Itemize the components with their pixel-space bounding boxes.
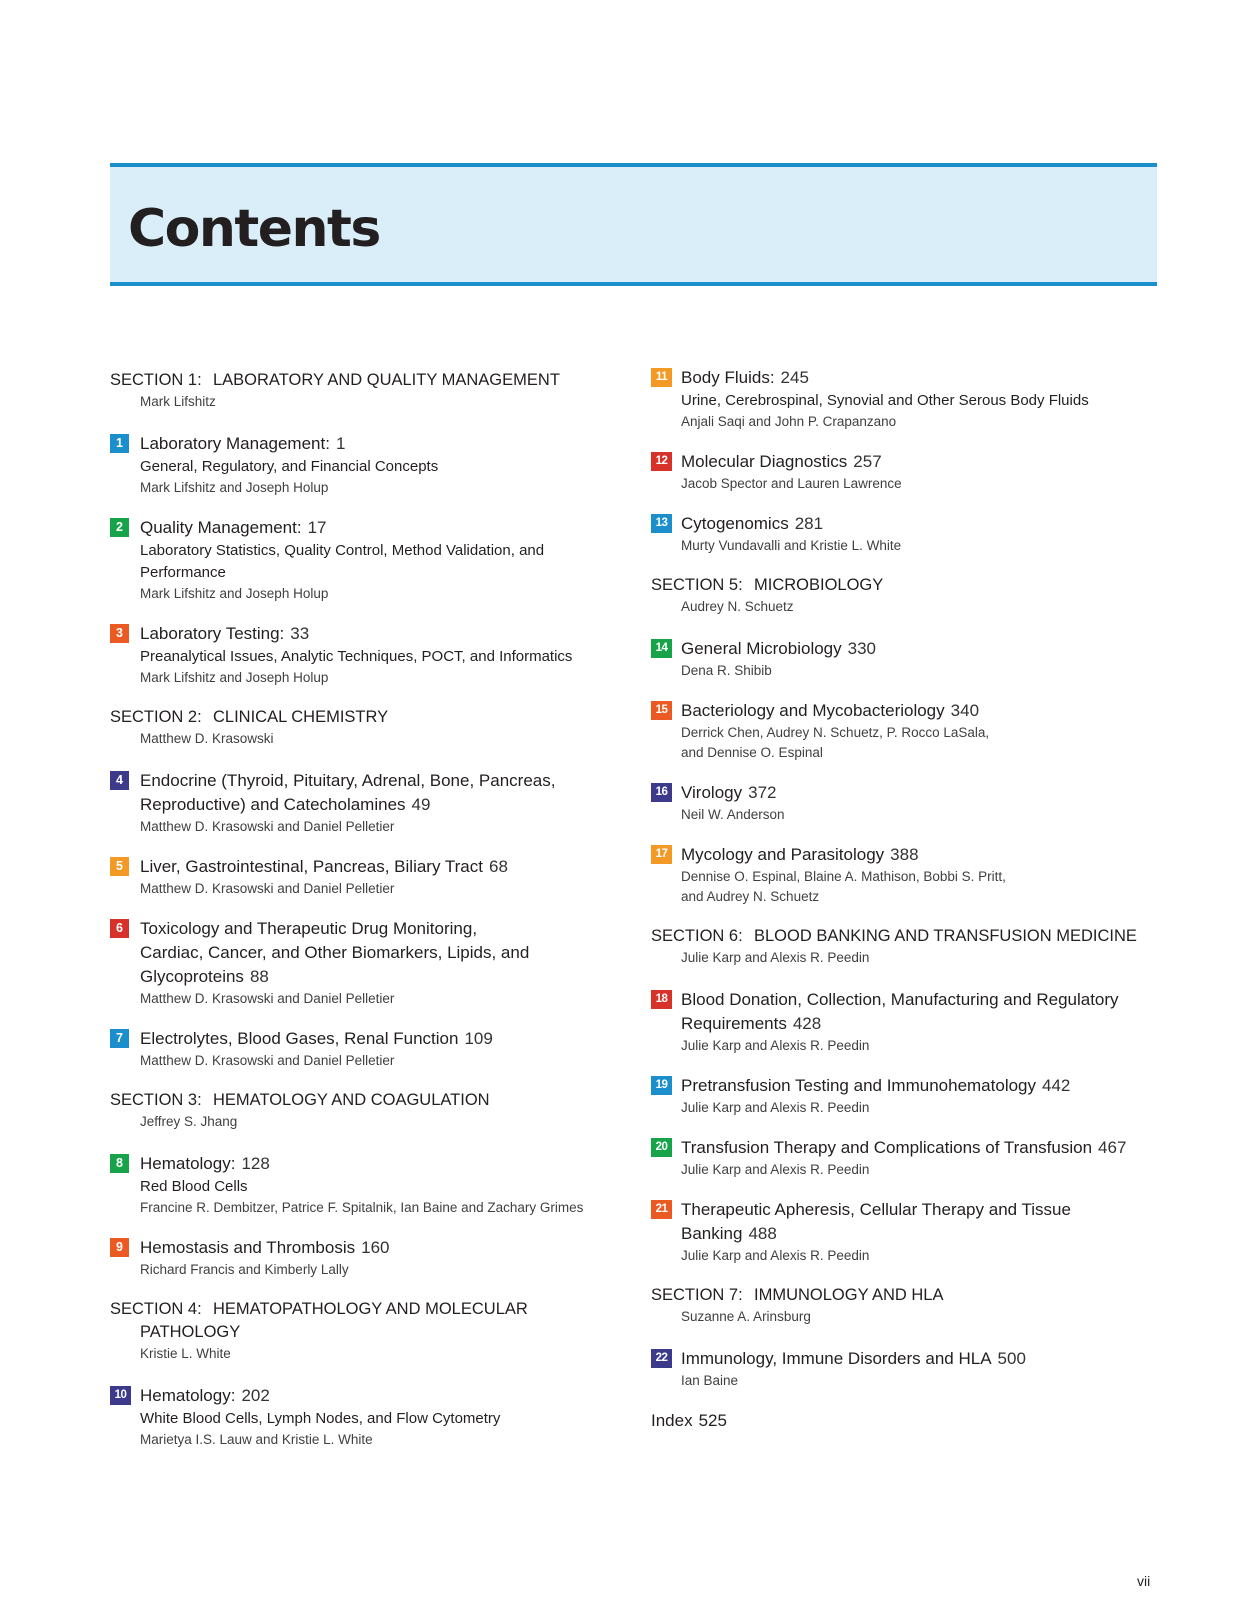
chapter-title: Hematology: [140, 1154, 236, 1173]
chapter-subtitle: Preanalytical Issues, Analytic Techniques, POCT, and Informatics [140, 648, 573, 665]
index-entry[interactable] [651, 1409, 1161, 1433]
chapter-number-badge: 9 [110, 1238, 129, 1257]
page-number: 17 [307, 518, 327, 537]
section-editor: Kristie L. White [140, 1346, 231, 1361]
page-number: 68 [488, 857, 508, 876]
chapter-number-badge: 16 [651, 783, 672, 802]
chapter-9-entry[interactable] [110, 1236, 615, 1280]
chapter-number-badge: 21 [651, 1200, 672, 1219]
page-number: 202 [241, 1386, 270, 1405]
chapter-authors: Matthew D. Krasowski and Daniel Pelletier [140, 881, 395, 896]
contents-banner [110, 163, 1157, 286]
chapter-number-badge: 4 [110, 771, 129, 790]
chapter-authors-cont: and Audrey N. Schuetz [681, 889, 820, 904]
chapter-subtitle: White Blood Cells, Lymph Nodes, and Flow Cytometry [140, 1410, 501, 1427]
chapter-number-badge: 8 [110, 1154, 129, 1173]
chapter-title-cont: Reproductive) and Catecholamines [140, 795, 406, 814]
page-number: 488 [748, 1224, 777, 1243]
chapter-18-entry[interactable] [651, 988, 1161, 1056]
page-number: 388 [890, 845, 919, 864]
chapter-title: Bacteriology and Mycobacteriology [681, 701, 945, 720]
chapter-number-badge: 2 [110, 518, 129, 537]
chapter-title: Cytogenomics [681, 514, 789, 533]
section-editor: Suzanne A. Arinsburg [681, 1309, 811, 1324]
page-number: 88 [249, 967, 269, 986]
chapter-number-badge: 15 [651, 701, 672, 720]
chapter-title: Transfusion Therapy and Complications of Transfusion [681, 1138, 1093, 1157]
page-number: 109 [464, 1029, 493, 1048]
section-editor: Matthew D. Krasowski [140, 731, 274, 746]
page-number: 1 [335, 434, 346, 453]
chapter-title-cont: Glycoproteins [140, 967, 244, 986]
chapter-authors: Mark Lifshitz and Joseph Holup [140, 586, 329, 601]
chapter-number-badge: 14 [651, 639, 672, 658]
section-6[interactable] [651, 925, 1161, 968]
chapter-title: Endocrine (Thyroid, Pituitary, Adrenal, Bone, Pancreas, [140, 771, 556, 790]
chapter-title: Pretransfusion Testing and Immunohematology [681, 1076, 1036, 1095]
chapter-authors: Anjali Saqi and John P. Crapanzano [681, 414, 897, 429]
chapter-number-badge: 18 [651, 990, 672, 1009]
chapter-authors: Murty Vundavalli and Kristie L. White [681, 538, 902, 553]
page-number: 340 [950, 701, 980, 720]
chapter-subtitle: Laboratory Statistics, Quality Control, Method Validation, and [140, 542, 545, 559]
chapter-authors: Richard Francis and Kimberly Lally [140, 1262, 349, 1277]
chapter-title: Virology [681, 783, 743, 802]
chapter-authors: Julie Karp and Alexis R. Peedin [681, 1100, 870, 1115]
chapter-14-entry[interactable] [651, 637, 1161, 681]
contents-left-column [110, 369, 615, 1468]
chapter-subtitle: General, Regulatory, and Financial Concepts [140, 458, 439, 475]
section-3[interactable] [110, 1089, 615, 1132]
chapter-17-entry[interactable] [651, 843, 1161, 907]
section-4[interactable] [110, 1298, 615, 1364]
chapter-title: Laboratory Testing: [140, 624, 285, 643]
page-number: 428 [792, 1014, 822, 1033]
chapter-10-entry[interactable] [110, 1384, 615, 1450]
section-label: SECTION 3: [110, 1091, 202, 1109]
chapter-title: Mycology and Parasitology [681, 845, 885, 864]
section-editor: Mark Lifshitz [140, 394, 216, 409]
section-editor: Julie Karp and Alexis R. Peedin [681, 950, 870, 965]
chapter-20-entry[interactable] [651, 1136, 1161, 1180]
page-number: 33 [290, 624, 310, 643]
section-1[interactable] [110, 369, 615, 412]
section-name: IMMUNOLOGY AND HLA [754, 1286, 944, 1304]
contents-right-column [651, 366, 1161, 1433]
chapter-number-badge: 11 [651, 368, 672, 387]
chapter-authors: Julie Karp and Alexis R. Peedin [681, 1248, 870, 1263]
chapter-authors: Ian Baine [681, 1373, 739, 1388]
chapter-5-entry[interactable] [110, 855, 615, 899]
chapter-number-badge: 3 [110, 624, 129, 643]
chapter-title: Toxicology and Therapeutic Drug Monitoring, [140, 919, 478, 938]
section-editor: Audrey N. Schuetz [681, 599, 794, 614]
chapter-title-cont: Requirements [681, 1014, 787, 1033]
chapter-number-badge: 22 [651, 1349, 672, 1368]
section-label: SECTION 7: [651, 1286, 743, 1304]
section-label: SECTION 5: [651, 576, 743, 594]
chapter-15-entry[interactable] [651, 699, 1161, 763]
chapter-title: Therapeutic Apheresis, Cellular Therapy and Tissue [681, 1200, 1071, 1219]
page-folio: vii [1137, 1573, 1151, 1589]
chapter-title: Hemostasis and Thrombosis [140, 1238, 356, 1257]
page-number: 442 [1042, 1076, 1071, 1095]
section-name: LABORATORY AND QUALITY MANAGEMENT [213, 371, 560, 389]
chapter-authors: Jacob Spector and Lauren Lawrence [681, 476, 902, 491]
section-label: SECTION 6: [651, 927, 743, 945]
chapter-subtitle: Red Blood Cells [140, 1178, 248, 1195]
chapter-8-entry[interactable] [110, 1152, 615, 1218]
chapter-title: Hematology: [140, 1386, 236, 1405]
chapter-6-entry[interactable] [110, 917, 615, 1009]
chapter-title-cont: Banking [681, 1224, 743, 1243]
chapter-title-cont: Cardiac, Cancer, and Other Biomarkers, Lipids, and [140, 943, 530, 962]
chapter-12-entry[interactable] [651, 450, 1161, 494]
chapter-13-entry[interactable] [651, 512, 1161, 556]
chapter-authors: Neil W. Anderson [681, 807, 785, 822]
chapter-authors-cont: and Dennise O. Espinal [681, 745, 823, 760]
section-name: HEMATOLOGY AND COAGULATION [213, 1091, 490, 1109]
chapter-authors: Matthew D. Krasowski and Daniel Pelletier [140, 819, 395, 834]
section-name: CLINICAL CHEMISTRY [213, 708, 389, 726]
chapter-16-entry[interactable] [651, 781, 1161, 825]
chapter-authors: Dena R. Shibib [681, 663, 772, 678]
chapter-authors: Julie Karp and Alexis R. Peedin [681, 1162, 870, 1177]
page-number: 245 [780, 368, 809, 387]
section-name-cont: PATHOLOGY [140, 1323, 241, 1341]
chapter-number-badge: 17 [651, 845, 672, 864]
chapter-number-badge: 1 [110, 434, 129, 453]
chapter-subtitle-cont: Performance [140, 564, 226, 581]
chapter-title: Blood Donation, Collection, Manufacturing and Regulatory [681, 990, 1119, 1009]
page-title: Contents [128, 199, 380, 259]
page-number: 49 [411, 795, 431, 814]
chapter-title: Liver, Gastrointestinal, Pancreas, Biliary Tract [140, 857, 483, 876]
chapter-number-badge: 7 [110, 1029, 129, 1048]
chapter-number-badge: 19 [651, 1076, 672, 1095]
chapter-19-entry[interactable] [651, 1074, 1161, 1118]
chapter-authors: Dennise O. Espinal, Blaine A. Mathison, Bobbi S. Pritt, [681, 869, 1006, 884]
chapter-title: Immunology, Immune Disorders and HLA [681, 1349, 992, 1368]
chapter-authors: Marietya I.S. Lauw and Kristie L. White [140, 1432, 373, 1447]
chapter-authors: Derrick Chen, Audrey N. Schuetz, P. Rocco LaSala, [681, 725, 990, 740]
chapter-title: Quality Management: [140, 518, 302, 537]
chapter-title: Electrolytes, Blood Gases, Renal Function [140, 1029, 459, 1048]
chapter-2-entry[interactable] [110, 516, 615, 604]
chapter-number-badge: 6 [110, 919, 129, 938]
chapter-number-badge: 12 [651, 452, 672, 471]
chapter-title: Molecular Diagnostics [681, 452, 848, 471]
chapter-number-badge: 20 [651, 1138, 672, 1157]
page-number: 467 [1098, 1138, 1127, 1157]
chapter-3-entry[interactable] [110, 622, 615, 688]
page-number: 372 [748, 783, 777, 802]
section-name: BLOOD BANKING AND TRANSFUSION MEDICINE [754, 927, 1137, 945]
page-number: 257 [853, 452, 882, 471]
chapter-authors: Matthew D. Krasowski and Daniel Pelletier [140, 991, 395, 1006]
section-7[interactable] [651, 1284, 1161, 1327]
chapter-authors: Francine R. Dembitzer, Patrice F. Spitalnik, Ian Baine and Zachary Grimes [140, 1200, 584, 1215]
page-number: 281 [794, 514, 824, 533]
chapter-authors: Mark Lifshitz and Joseph Holup [140, 670, 329, 685]
index-label: Index [651, 1411, 693, 1430]
chapter-authors: Matthew D. Krasowski and Daniel Pelletier [140, 1053, 395, 1068]
chapter-22-entry[interactable] [651, 1347, 1161, 1391]
chapter-7-entry[interactable] [110, 1027, 615, 1071]
chapter-subtitle: Urine, Cerebrospinal, Synovial and Other Serous Body Fluids [681, 392, 1089, 409]
section-5[interactable] [651, 574, 1161, 617]
chapter-title: Body Fluids: [681, 368, 775, 387]
page-number: 330 [847, 639, 877, 658]
chapter-number-badge: 5 [110, 857, 129, 876]
chapter-authors: Julie Karp and Alexis R. Peedin [681, 1038, 870, 1053]
chapter-number-badge: 13 [651, 514, 672, 533]
section-name: HEMATOPATHOLOGY AND MOLECULAR [213, 1300, 528, 1318]
page-number: 500 [997, 1349, 1026, 1368]
chapter-authors: Mark Lifshitz and Joseph Holup [140, 480, 329, 495]
chapter-11-entry[interactable] [651, 366, 1161, 432]
page-number: 160 [361, 1238, 390, 1257]
chapter-4-entry[interactable] [110, 769, 615, 837]
section-editor: Jeffrey S. Jhang [140, 1114, 238, 1129]
section-2[interactable] [110, 706, 615, 749]
section-label: SECTION 2: [110, 708, 202, 726]
page-number: 525 [698, 1411, 727, 1430]
page-number: 128 [241, 1154, 270, 1173]
section-label: SECTION 4: [110, 1300, 202, 1318]
chapter-title: General Microbiology [681, 639, 842, 658]
chapter-21-entry[interactable] [651, 1198, 1161, 1266]
chapter-1-entry[interactable] [110, 432, 615, 498]
chapter-number-badge: 10 [110, 1386, 131, 1405]
section-name: MICROBIOLOGY [754, 576, 884, 594]
chapter-title: Laboratory Management: [140, 434, 330, 453]
section-label: SECTION 1: [110, 371, 202, 389]
